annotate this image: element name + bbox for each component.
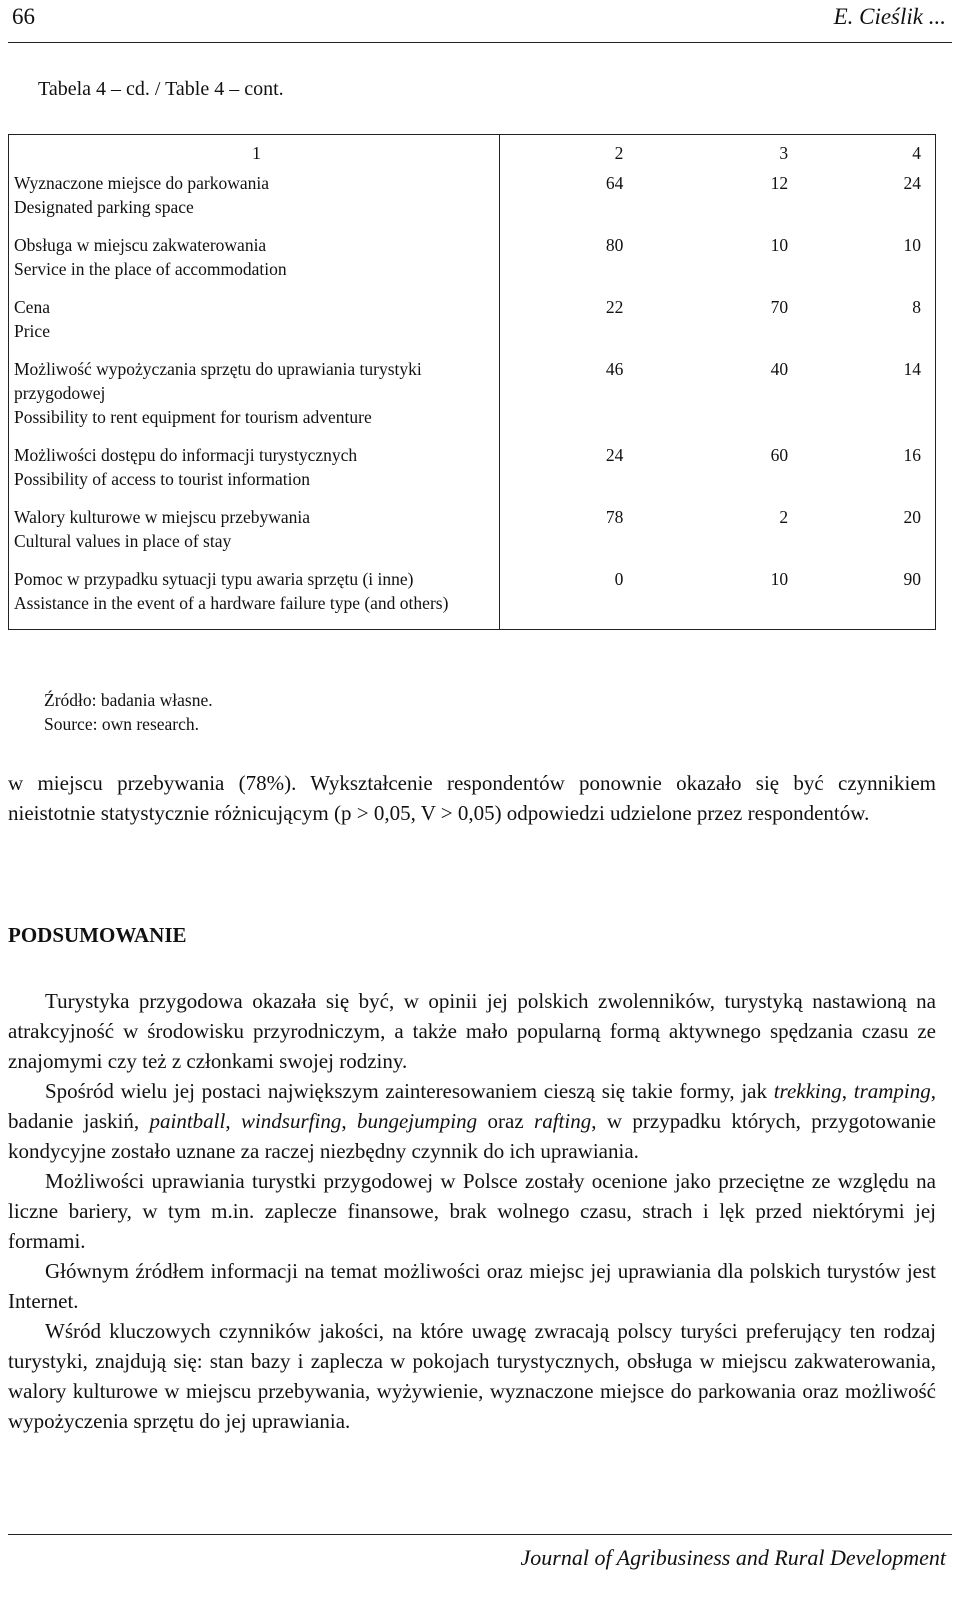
text-span: ,: [341, 1109, 357, 1133]
row-label-en: Possibility to rent equipment for tourism adventure: [14, 407, 372, 427]
value-cell: 10: [770, 235, 789, 255]
column-header: 4: [912, 143, 921, 163]
value-cell: 10: [770, 569, 789, 589]
data-table: [8, 134, 936, 630]
value-cell: 16: [903, 445, 921, 465]
value-cell: 8: [912, 297, 921, 317]
table-row: [9, 233, 936, 295]
source-en: Source: own research.: [44, 714, 200, 734]
value-cell: 10: [903, 235, 921, 255]
summary-paragraph: Turystyka przygodowa okazała się być, w opinii jej polskich zwolenników, turystyką nastawioną na atrakcyjność w środowisku przyrodniczym, a także mało popularną formą aktywnego spędzania czasu ze znajomymi czy też z członkami swojej rodziny.: [8, 989, 936, 1073]
paragraph-continued: w miejscu przebywania (78%). Wykształcenie respondentów ponownie okazało się być czynnikiem nieistotnie statystycznie różnicującym (p > 0,05, V > 0,05) odpowiedzi udzielone przez respondentów.: [8, 771, 936, 825]
running-header: [8, 0, 952, 43]
row-label-cell: [9, 443, 500, 505]
table-source: [44, 688, 213, 736]
column-header: 3: [779, 143, 789, 163]
summary-paragraph: Wśród kluczowych czynników jakości, na które uwagę zwracają polscy turyści preferujący ten rodzaj turystyki, znajdują się: stan bazy i zaplecza w pokojach turystycznych, obsługa w miejscu zakwaterowania, walory kulturowe w miejscu przebywania, wyżywienie, wyznaczone miejsce do parkowania oraz możliwość wypożyczenia sprzętu do jej uprawiania.: [8, 1319, 936, 1433]
text-span: , badanie jaskiń,: [8, 1079, 936, 1133]
summary-section: [8, 986, 936, 1436]
section-heading: PODSUMOWANIE: [8, 923, 187, 947]
table-caption: Tabela 4 – cd. / Table 4 – cont.: [38, 78, 284, 100]
value-cell: 64: [605, 173, 624, 193]
value-cell: 22: [605, 297, 624, 317]
value-cell: 24: [903, 173, 921, 193]
value-cell: 20: [903, 507, 921, 527]
italic-term: rafting: [534, 1109, 592, 1133]
row-label-en: Designated parking space: [14, 197, 194, 217]
value-cell: 78: [605, 507, 624, 527]
value-cell: 46: [605, 359, 624, 379]
table-header-row: [9, 135, 936, 172]
row-label-cell: [9, 295, 500, 357]
row-label-pl: Obsługa w miejscu zakwaterowania: [14, 235, 267, 255]
text-span: ,: [841, 1079, 854, 1103]
row-label-pl: Możliwości dostępu do informacji turystycznych: [14, 445, 358, 465]
table-row: [9, 357, 936, 443]
row-label-pl: Wyznaczone miejsce do parkowania: [14, 173, 270, 193]
value-cell: 40: [770, 359, 789, 379]
value-cell: 14: [903, 359, 921, 379]
value-cell: 2: [779, 507, 789, 527]
row-label-cell: [9, 171, 500, 233]
row-label-pl: Walory kulturowe w miejscu przebywania: [14, 507, 310, 527]
italic-term: paintball: [149, 1109, 226, 1133]
row-label-en: Assistance in the event of a hardware failure type (and others): [14, 593, 449, 613]
italic-term: trekking: [773, 1079, 842, 1103]
text-span: ,: [225, 1109, 241, 1133]
page-number: 66: [12, 4, 35, 29]
text-span: Spośród wielu jej postaci największym zainteresowaniem cieszą się takie formy, jak: [45, 1079, 774, 1103]
value-cell: 24: [605, 445, 624, 465]
column-header: 1: [9, 135, 500, 172]
value-cell: 80: [605, 235, 624, 255]
row-label-en: Service in the place of accommodation: [14, 259, 287, 279]
value-cell: 90: [903, 569, 921, 589]
text-span: oraz: [477, 1109, 535, 1133]
row-label-en: Possibility of access to tourist information: [14, 469, 311, 489]
italic-term: windsurfing: [240, 1109, 342, 1133]
row-label-pl: Pomoc w przypadku sytuacji typu awaria sprzętu (i inne): [14, 569, 414, 589]
value-cell: 0: [614, 569, 624, 589]
row-label-pl: Cena: [14, 297, 50, 317]
table-row: [9, 171, 936, 233]
row-label-en: Price: [14, 321, 50, 341]
summary-paragraph: Głównym źródłem informacji na temat możliwości oraz miejsc jej uprawiania dla polskich turystów jest Internet.: [8, 1259, 936, 1313]
summary-paragraph: [8, 1076, 936, 1166]
row-label-en: Cultural values in place of stay: [14, 531, 232, 551]
source-pl: Źródło: badania własne.: [44, 690, 213, 710]
table-row: [9, 505, 936, 567]
row-label-pl: Możliwość wypożyczania sprzętu do uprawiania turystyki przygodowej: [14, 359, 422, 403]
running-author: E. Cieślik ...: [833, 4, 946, 29]
italic-term: tramping: [853, 1079, 931, 1103]
running-footer: [8, 1534, 952, 1570]
row-label-cell: [9, 357, 500, 443]
table-row: [9, 443, 936, 505]
column-header: 2: [614, 143, 624, 163]
italic-term: bungejumping: [356, 1109, 478, 1133]
journal-name: Journal of Agribusiness and Rural Development: [520, 1545, 946, 1570]
row-label-cell: [9, 233, 500, 295]
row-label-cell: [9, 567, 500, 630]
row-label-cell: [9, 505, 500, 567]
summary-paragraph: Możliwości uprawiania turystki przygodowej w Polsce zostały ocenione jako przeciętne ze względu na liczne bariery, w tym m.in. zaplecze finansowe, brak wolnego czasu, strach i lęk przed niektórymi jej formami.: [8, 1169, 936, 1253]
text-span: , w przypadku których, przygotowanie kondycyjne zostało uznane za raczej niezbędny czynnik do ich uprawiania.: [8, 1109, 936, 1163]
table-row: [9, 567, 936, 630]
value-cell: 60: [770, 445, 789, 465]
table-row: [9, 295, 936, 357]
value-cell: 70: [770, 297, 789, 317]
value-cell: 12: [770, 173, 789, 193]
